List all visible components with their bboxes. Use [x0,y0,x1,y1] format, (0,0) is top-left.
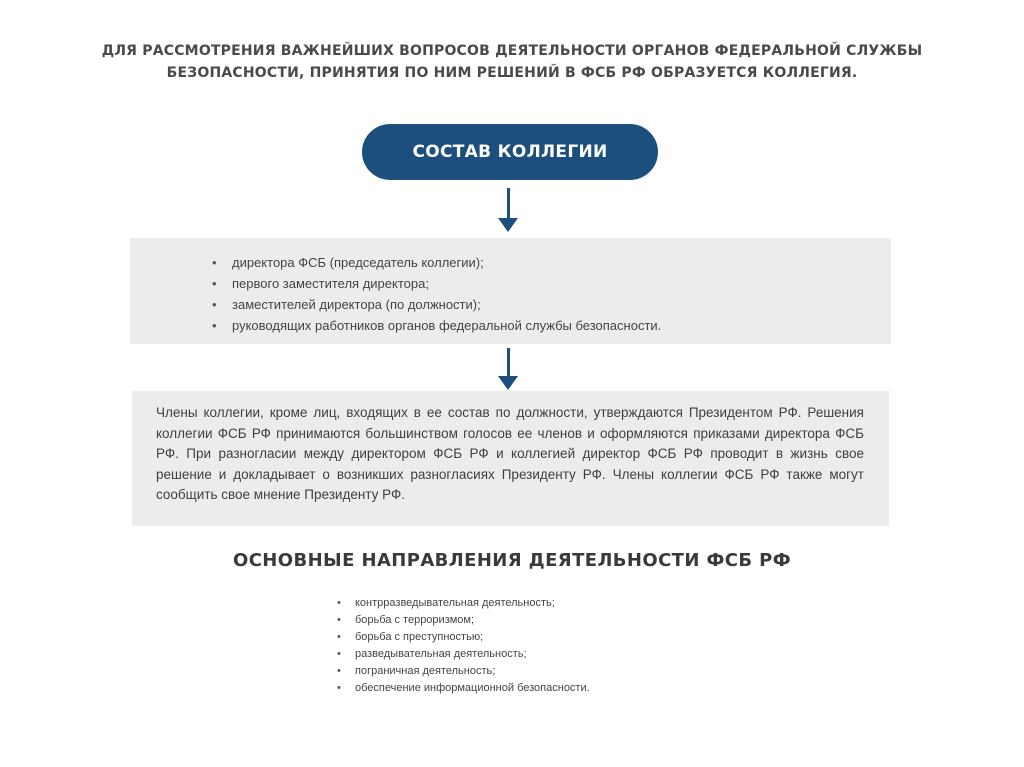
list-item: • разведывательная деятельность; [337,646,590,663]
bullet-icon: • [337,682,341,694]
composition-title-badge [362,124,658,180]
list-item: • обеспечение информационной безопасности. [337,680,590,697]
list-item: • пограничная деятельность; [337,663,590,680]
rules-panel [132,391,889,526]
bullet-icon: • [212,255,217,270]
composition-title: СОСТАВ КОЛЛЕГИИ [412,142,608,162]
composition-list [212,252,661,336]
list-item: • директора ФСБ (председатель коллегии); [212,252,661,273]
bullet-icon: • [337,648,341,660]
arrow-down-icon [498,348,518,390]
list-item: • контрразведывательная деятельность; [337,595,590,612]
rules-text: Члены коллегии, кроме лиц, входящих в ее состав по должности, утверждаются Президентом РФ. Решения коллегии ФСБ РФ принимаются большинством голосов ее членов и оформляются приказами директора ФСБ РФ. При разногласии между директором ФСБ РФ и коллегией директор ФСБ РФ проводит в жизнь свое решение и докладывает о возникших разногласиях Президенту РФ. Члены коллегии ФСБ РФ также могут сообщить свое мнение Президенту РФ. [156,405,864,502]
arrow-down-icon [498,188,518,232]
bullet-icon: • [337,631,341,643]
intro-line-2: БЕЗОПАСНОСТИ, ПРИНЯТИЯ ПО НИМ РЕШЕНИЙ В ФСБ РФ ОБРАЗУЕТСЯ КОЛЛЕГИЯ. [166,65,858,81]
list-item: • борьба с терроризмом; [337,612,590,629]
intro-line-1: ДЛЯ РАССМОТРЕНИЯ ВАЖНЕЙШИХ ВОПРОСОВ ДЕЯТЕЛЬНОСТИ ОРГАНОВ ФЕДЕРАЛЬНОЙ СЛУЖБЫ [101,43,923,59]
list-item: • борьба с преступностью; [337,629,590,646]
bullet-icon: • [337,597,341,609]
bullet-icon: • [337,614,341,626]
composition-panel [130,238,891,344]
intro-text [90,40,934,84]
bullet-icon: • [212,297,217,312]
directions-title: ОСНОВНЫЕ НАПРАВЛЕНИЯ ДЕЯТЕЛЬНОСТИ ФСБ РФ [233,550,791,571]
list-item: • заместителей директора (по должности); [212,294,661,315]
bullet-icon: • [212,276,217,291]
list-item: • руководящих работников органов федеральной службы безопасности. [212,315,661,336]
list-item: • первого заместителя директора; [212,273,661,294]
directions-list [337,595,590,697]
bullet-icon: • [212,318,217,333]
bullet-icon: • [337,665,341,677]
